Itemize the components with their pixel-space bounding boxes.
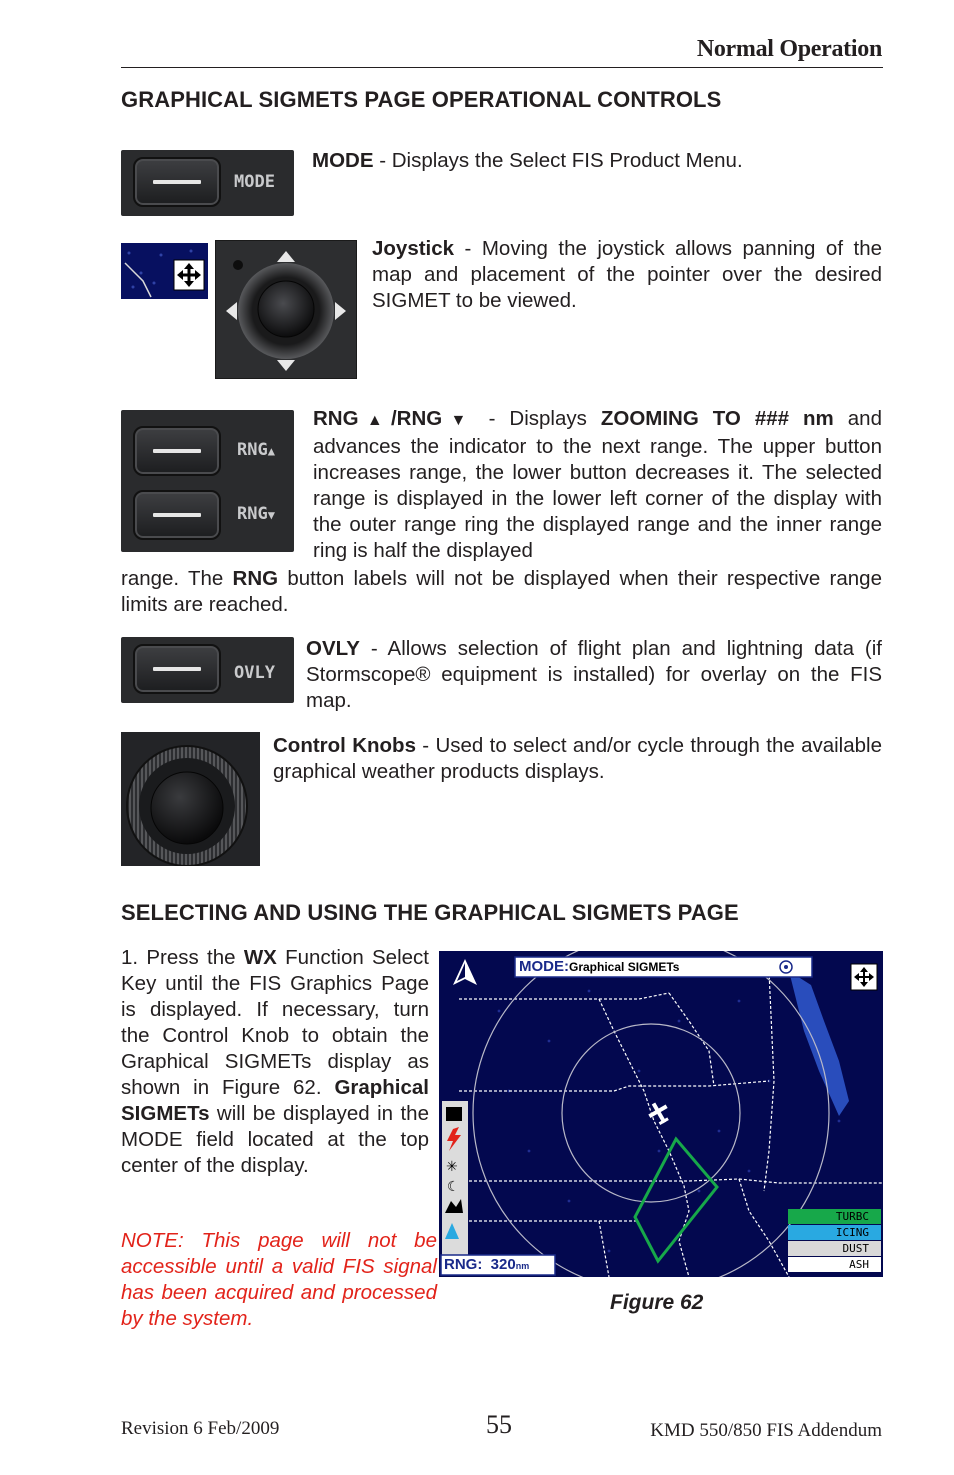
control-knob-image: [121, 732, 260, 866]
rng-up-text: [237, 440, 275, 460]
range-field-unit: nm: [515, 1261, 530, 1271]
rng-up-bar: [153, 449, 201, 453]
pan-cursor-image: [121, 243, 208, 299]
note-text: NOTE: This page will not be accessible until a valid FIS signal has been acquired and processed by the system.: [121, 1229, 437, 1330]
rng-description-cont: [121, 566, 882, 618]
rng-buttons-image: [121, 410, 294, 552]
mode-field-label: MODE:: [519, 958, 569, 975]
ovly-desc-text: - Allows selection of flight plan and lightning data (if Stormscope® equipment is installed) for overlay on the FIS map.: [306, 637, 882, 712]
mode-button-bar: [153, 180, 201, 184]
joystick-image: [215, 240, 357, 379]
joystick-label: Joystick: [372, 237, 455, 260]
triangle-down-icon: ▼: [267, 508, 275, 522]
rng-desc-3: range. The: [121, 567, 233, 590]
arrow-up-icon: [277, 251, 295, 262]
triangle-up-icon: ▲: [267, 444, 275, 458]
rng-down-text-label: RNG: [237, 504, 268, 524]
mode-button-image: [121, 150, 294, 216]
footer-document-title: KMD 550/850 FIS Addendum: [650, 1420, 882, 1441]
mode-desc-text: - Displays the Select FIS Product Menu.: [373, 149, 743, 172]
step-1-part-1: 1. Press the: [121, 946, 244, 969]
range-field-label: RNG:: [444, 1256, 483, 1273]
joystick-svg: [216, 241, 356, 378]
arrow-left-icon: [226, 302, 237, 320]
rng-desc-2: and advances the indicator to the next range. The upper button increases range, the lower button decreases it. The selected range is displayed in the lower left corner of the display with the outer range ring the displayed range and the inner range ring is half the displayed: [313, 407, 882, 562]
range-field: [444, 1256, 529, 1273]
rng-bold-label: RNG: [232, 567, 279, 590]
rng-down-bar: [153, 513, 201, 517]
legend-icing: ICING: [788, 1225, 881, 1240]
running-header: Normal Operation: [696, 36, 882, 62]
rng-label: [313, 407, 475, 430]
legend-dust: DUST: [788, 1241, 881, 1256]
section-heading-selecting: SELECTING AND USING THE GRAPHICAL SIGMETS PAGE: [121, 900, 739, 925]
joystick-desc-text: - Moving the joystick allows panning of the map and placement of the pointer over the desired SIGMET to be viewed.: [372, 237, 882, 312]
rng-label-prefix: RNG: [313, 407, 359, 430]
page-number: 55: [486, 1410, 512, 1439]
rng-down-button-face: [133, 490, 221, 540]
sigmet-legend: [788, 1209, 881, 1272]
graphical-sigmets-label: Graphical SIGMETs: [121, 1076, 429, 1125]
mode-button-text: MODE: [234, 172, 275, 192]
range-field-value: 320: [490, 1256, 516, 1273]
pan-cursor-svg: [121, 243, 208, 299]
ovly-button-face: [133, 644, 221, 694]
step-1-part-3: will be displayed in the MODE field located at the top center of the display.: [121, 1102, 429, 1177]
legend-turbc: TURBC: [788, 1209, 881, 1224]
tower-icon: ✳: [446, 1159, 458, 1175]
mode-label: MODE: [312, 149, 374, 172]
rng-desc-4: button labels will not be displayed when their respective range limits are reached.: [121, 567, 882, 616]
rng-up-text-label: RNG: [237, 440, 268, 460]
arrow-right-icon: [335, 302, 346, 320]
rng-down-text: [237, 504, 275, 524]
sigmet-icon: [446, 1107, 462, 1121]
ovly-button-text: OVLY: [234, 663, 275, 683]
ovly-description: [306, 636, 882, 714]
knobs-desc-text: - Used to select and/or cycle through the available graphical weather products displays.: [273, 734, 882, 783]
rng-zooming-text: ZOOMING TO ### nm: [600, 407, 834, 430]
ovly-button-image: [121, 637, 294, 703]
rng-desc-1: - Displays: [474, 407, 601, 430]
step-1-part-2: Function Select Key until the FIS Graphics Page is displayed. If necessary, turn the Control Knob to obtain the Graphical SIGMETs display as shown in Figure 62.: [121, 946, 429, 1099]
triangle-down-icon: ▼: [442, 412, 475, 429]
sigmet-display-figure: [439, 951, 883, 1277]
ovly-button-bar: [153, 667, 201, 671]
knobs-label: Control Knobs: [273, 734, 416, 757]
ovly-label: OVLY: [306, 637, 360, 660]
rng-up-button-face: [133, 426, 221, 476]
mode-field: [519, 958, 679, 975]
header-rule: [121, 67, 883, 68]
joystick-description: [372, 236, 882, 314]
mode-field-value: Graphical SIGMETs: [569, 960, 680, 974]
knobs-description: [273, 733, 882, 785]
step-1-text: [121, 945, 429, 1179]
footer-revision: Revision 6 Feb/2009: [121, 1418, 280, 1439]
section-heading-controls: GRAPHICAL SIGMETS PAGE OPERATIONAL CONTROLS: [121, 87, 722, 112]
mode-description: [312, 148, 882, 174]
legend-ash: ASH: [788, 1257, 881, 1272]
triangle-up-icon: ▲: [358, 412, 391, 429]
indicator-led: [233, 260, 243, 270]
rng-label-sep: /RNG: [390, 407, 443, 430]
moon-icon: ☾: [447, 1179, 460, 1195]
wx-key-label: WX: [243, 946, 277, 969]
control-knob-svg: [121, 732, 260, 866]
figure-caption: Figure 62: [610, 1291, 704, 1314]
rng-description: [313, 406, 882, 564]
arrow-down-icon: [277, 360, 295, 371]
mode-button-face: [133, 157, 221, 207]
